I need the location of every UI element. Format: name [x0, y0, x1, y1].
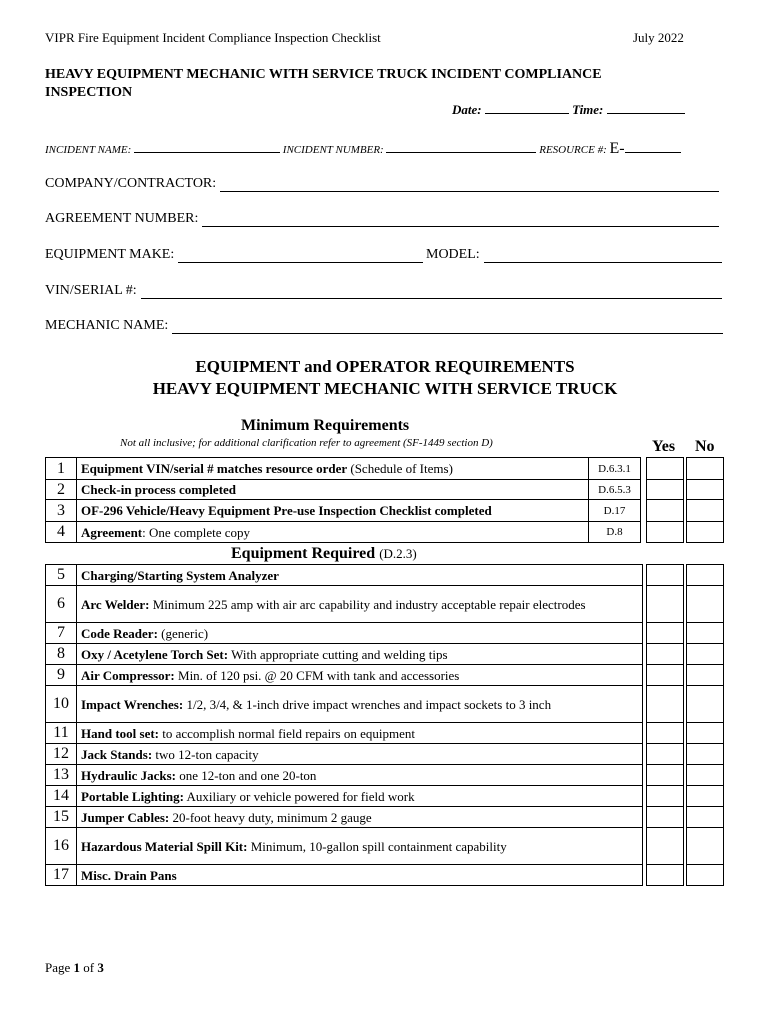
row-description	[77, 723, 643, 744]
row-description	[77, 522, 589, 543]
table-row	[46, 765, 643, 786]
row-description	[77, 623, 643, 644]
resource-prefix: E-	[609, 140, 625, 157]
no-checkbox[interactable]	[686, 664, 724, 686]
company-label: COMPANY/CONTRACTOR:	[45, 176, 217, 191]
equip-title: Equipment Required	[231, 545, 376, 562]
equip-ref: (D.2.3)	[379, 546, 417, 561]
table-row	[46, 458, 641, 480]
no-checkbox[interactable]	[686, 457, 724, 480]
section-title-2: HEAVY EQUIPMENT MECHANIC WITH SERVICE TRUCK	[152, 379, 618, 398]
row-description	[77, 786, 643, 807]
resource-field[interactable]	[625, 141, 681, 153]
min-req-title: Minimum Requirements	[241, 417, 410, 434]
table-row	[46, 865, 643, 886]
row-text: : One complete copy	[142, 524, 251, 540]
row-bold-text: OF-296 Vehicle/Heavy Equipment Pre-use Inspection Checklist completed	[81, 503, 492, 518]
row-number: 15	[46, 807, 77, 828]
page-footer	[45, 960, 104, 976]
row-number: 9	[46, 665, 77, 686]
yes-checkbox[interactable]	[646, 664, 684, 686]
yes-checkbox[interactable]	[646, 827, 684, 865]
row-text: (Schedule of Items)	[347, 461, 453, 476]
min-req-table	[45, 457, 641, 543]
row-bold-text: Portable Lighting:	[81, 788, 184, 804]
row-bold-text: Arc Welder:	[81, 596, 150, 612]
row-bold-text: Equipment VIN/serial # matches resource order	[81, 461, 348, 476]
table-row	[46, 686, 643, 723]
no-checkbox[interactable]	[686, 685, 724, 723]
row-bold-text: Jumper Cables:	[81, 809, 170, 825]
no-checkbox[interactable]	[686, 864, 724, 886]
table-row	[46, 665, 643, 686]
mechanic-field[interactable]	[172, 320, 723, 334]
row-number: 6	[46, 586, 77, 623]
row-description	[77, 807, 643, 828]
row-number: 11	[46, 723, 77, 744]
row-bold-text: Agreement	[81, 524, 143, 540]
yes-checkbox[interactable]	[646, 743, 684, 765]
row-description	[77, 828, 643, 865]
no-checkbox[interactable]	[686, 764, 724, 786]
yes-checkbox[interactable]	[646, 722, 684, 744]
section-title-1: EQUIPMENT and OPERATOR REQUIREMENTS	[195, 357, 575, 376]
row-number: 3	[46, 500, 77, 522]
row-description	[77, 586, 643, 623]
row-text: Minimum, 10-gallon spill containment capability	[247, 838, 507, 854]
resource-label: RESOURCE #:	[539, 144, 607, 156]
row-bold-text: Oxy / Acetylene Torch Set:	[81, 646, 229, 662]
agreement-row	[45, 211, 719, 227]
row-reference: D.6.5.3	[589, 480, 641, 500]
no-checkbox[interactable]	[686, 479, 724, 500]
row-description	[77, 480, 589, 500]
table-row	[46, 786, 643, 807]
row-text: With appropriate cutting and welding tips	[228, 646, 448, 662]
incident-name-field[interactable]	[134, 141, 280, 153]
yes-checkbox[interactable]	[646, 806, 684, 828]
row-reference: D.6.3.1	[589, 458, 641, 480]
no-checkbox[interactable]	[686, 806, 724, 828]
row-bold-text: Jack Stands:	[81, 746, 153, 762]
mechanic-row	[45, 318, 723, 334]
row-number: 1	[46, 458, 77, 480]
row-reference: D.8	[589, 522, 641, 543]
row-bold-text: Air Compressor:	[81, 667, 175, 683]
row-number: 10	[46, 686, 77, 723]
header-date: July 2022	[633, 30, 684, 45]
footer-page-current: 1	[73, 960, 81, 975]
yes-checkbox[interactable]	[646, 685, 684, 723]
row-description	[77, 644, 643, 665]
no-checkbox[interactable]	[686, 743, 724, 765]
row-number: 8	[46, 644, 77, 665]
row-number: 4	[46, 522, 77, 543]
no-checkbox[interactable]	[686, 785, 724, 807]
vin-row	[45, 283, 722, 299]
row-text: two 12-ton capacity	[152, 746, 259, 762]
company-row	[45, 176, 719, 192]
yes-checkbox[interactable]	[646, 521, 684, 543]
header-left: VIPR Fire Equipment Incident Compliance Inspection Checklist	[45, 30, 381, 45]
table-row	[46, 644, 643, 665]
table-row	[46, 723, 643, 744]
row-text: to accomplish normal field repairs on equipment	[159, 725, 415, 741]
equip-title-row	[231, 545, 417, 563]
date-label: Date:	[452, 102, 482, 117]
row-text: one 12-ton and one 20-ton	[175, 767, 317, 783]
yes-checkbox[interactable]	[646, 457, 684, 480]
no-checkbox[interactable]	[686, 521, 724, 543]
vin-field[interactable]	[141, 285, 722, 299]
model-field[interactable]	[484, 249, 722, 263]
row-bold-text: Hazardous Material Spill Kit:	[81, 838, 248, 854]
model-row	[426, 247, 722, 263]
row-description	[77, 458, 589, 480]
row-text: Min. of 120 psi. @ 20 CFM with tank and accessories	[174, 667, 460, 683]
row-number: 16	[46, 828, 77, 865]
yes-checkbox[interactable]	[646, 479, 684, 500]
agreement-field[interactable]	[202, 213, 719, 227]
row-text: 20-foot heavy duty, minimum 2 gauge	[169, 809, 372, 825]
incident-name-label: INCIDENT NAME:	[45, 144, 132, 156]
row-bold-text: Charging/Starting System Analyzer	[81, 567, 279, 583]
no-checkbox[interactable]	[686, 622, 724, 644]
no-header: No	[695, 438, 715, 455]
footer-of: of	[83, 960, 95, 975]
table-row	[46, 586, 643, 623]
table-row	[46, 828, 643, 865]
row-number: 14	[46, 786, 77, 807]
incident-number-label: INCIDENT NUMBER:	[282, 144, 384, 156]
row-bold-text: Hand tool set:	[81, 725, 159, 741]
row-text: Minimum 225 amp with air arc capability and industry acceptable repair electrodes	[149, 596, 586, 612]
row-number: 17	[46, 865, 77, 886]
footer-page-label: Page	[45, 960, 71, 975]
no-checkbox[interactable]	[686, 827, 724, 865]
row-description	[77, 765, 643, 786]
table-row	[46, 500, 641, 522]
no-checkbox[interactable]	[686, 722, 724, 744]
row-text: (generic)	[157, 625, 209, 641]
row-number: 12	[46, 744, 77, 765]
min-req-note: Not all inclusive; for additional clarification refer to agreement (SF-1449 section D)	[120, 437, 493, 449]
row-text: Auxiliary or vehicle powered for field work	[183, 788, 415, 804]
table-row	[46, 623, 643, 644]
time-field[interactable]	[607, 102, 685, 114]
footer-page-total: 3	[97, 960, 104, 975]
time-label: Time:	[572, 102, 604, 117]
incident-number-field[interactable]	[386, 141, 536, 153]
vin-label: VIN/SERIAL #:	[45, 283, 137, 298]
model-label: MODEL:	[426, 247, 480, 262]
yes-checkbox[interactable]	[646, 499, 684, 522]
row-bold-text: Check-in process completed	[81, 482, 237, 497]
yes-checkbox[interactable]	[646, 864, 684, 886]
row-description	[77, 500, 589, 522]
yes-checkbox[interactable]	[646, 622, 684, 644]
date-time-row	[452, 102, 685, 118]
row-bold-text: Impact Wrenches:	[81, 696, 184, 712]
table-row	[46, 565, 643, 586]
no-checkbox[interactable]	[686, 643, 724, 665]
row-description	[77, 744, 643, 765]
yes-checkbox[interactable]	[646, 585, 684, 623]
row-text: 1/2, 3/4, & 1-inch drive impact wrenches and impact sockets to 3 inch	[183, 696, 552, 712]
yes-header: Yes	[652, 438, 676, 455]
yes-checkbox[interactable]	[646, 785, 684, 807]
table-row	[46, 744, 643, 765]
mechanic-label: MECHANIC NAME:	[45, 318, 169, 333]
yes-checkbox[interactable]	[646, 764, 684, 786]
company-field[interactable]	[220, 178, 719, 192]
table-row	[46, 807, 643, 828]
yes-checkbox[interactable]	[646, 564, 684, 586]
row-number: 13	[46, 765, 77, 786]
no-checkbox[interactable]	[686, 499, 724, 522]
table-row	[46, 522, 641, 543]
row-description	[77, 665, 643, 686]
no-checkbox[interactable]	[686, 564, 724, 586]
make-field[interactable]	[178, 249, 423, 263]
yes-checkbox[interactable]	[646, 643, 684, 665]
table-row	[46, 480, 641, 500]
row-description	[77, 565, 643, 586]
row-number: 2	[46, 480, 77, 500]
row-description	[77, 865, 643, 886]
row-description	[77, 686, 643, 723]
make-label: EQUIPMENT MAKE:	[45, 247, 175, 262]
date-field[interactable]	[485, 102, 569, 114]
row-bold-text: Hydraulic Jacks:	[81, 767, 176, 783]
row-reference: D.17	[589, 500, 641, 522]
agreement-label: AGREEMENT NUMBER:	[45, 211, 199, 226]
equip-table	[45, 564, 643, 886]
row-number: 7	[46, 623, 77, 644]
row-number: 5	[46, 565, 77, 586]
incident-row	[45, 140, 725, 158]
make-row	[45, 247, 423, 263]
row-bold-text: Code Reader:	[81, 625, 158, 641]
no-checkbox[interactable]	[686, 585, 724, 623]
page-title: HEAVY EQUIPMENT MECHANIC WITH SERVICE TRUCK INCIDENT COMPLIANCE INSPECTION	[45, 67, 602, 100]
row-bold-text: Misc. Drain Pans	[81, 867, 177, 883]
